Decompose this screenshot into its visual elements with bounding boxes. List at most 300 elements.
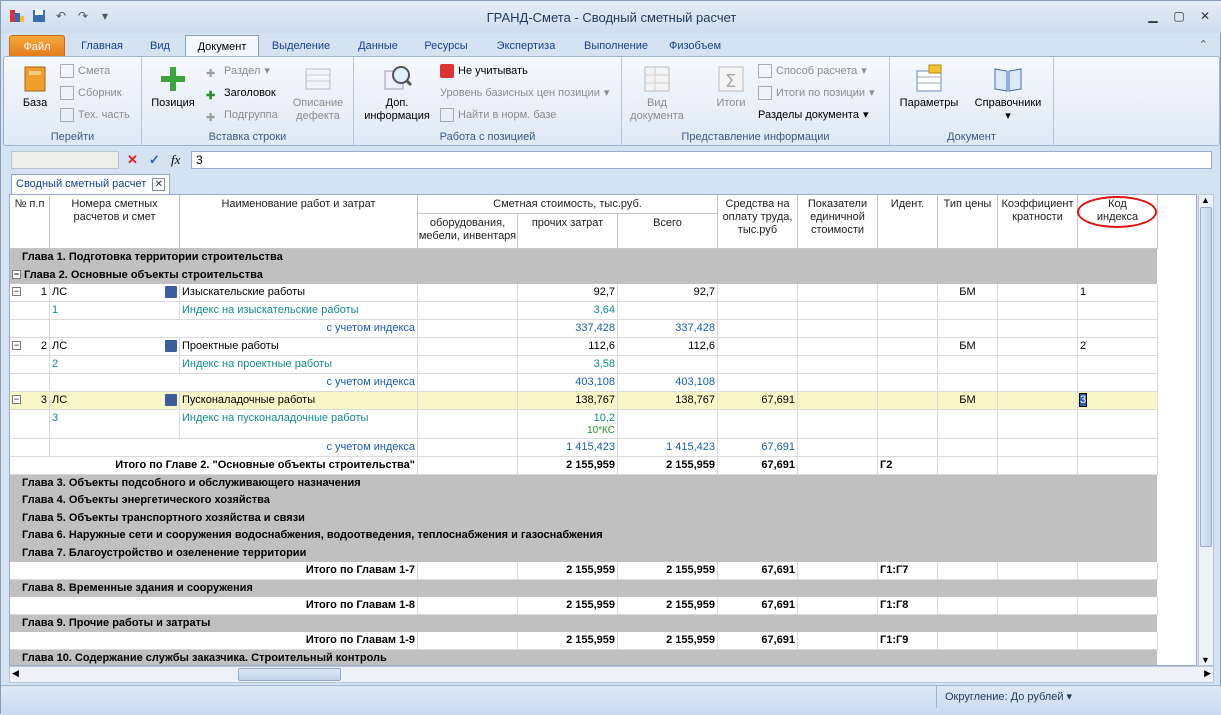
tab-1[interactable]: Главная (81, 40, 123, 52)
cell-ident[interactable]: Г1:Г7 (878, 562, 938, 580)
cell-empty[interactable] (878, 392, 938, 410)
ribbon (3, 56, 1220, 146)
cell-sred[interactable] (718, 338, 798, 356)
scroll-right-icon[interactable]: ▶ (1204, 668, 1211, 678)
vid-dokumenta-button[interactable] (628, 63, 686, 123)
sposob-dropdown-icon: ▾ (861, 65, 867, 77)
cell-empty[interactable] (938, 410, 998, 439)
podgruppa-button[interactable] (206, 105, 278, 125)
cell-empty[interactable] (798, 284, 878, 302)
cell-num[interactable] (10, 284, 50, 302)
cell-num[interactable] (10, 392, 50, 410)
cell-sred[interactable]: 67,691 (718, 632, 798, 650)
table-row[interactable] (10, 410, 1157, 439)
table-row[interactable] (10, 356, 1157, 374)
cell-ident[interactable]: Г1:Г9 (878, 632, 938, 650)
sposob-button[interactable] (758, 61, 867, 81)
cell-empty[interactable] (418, 392, 518, 410)
params-button[interactable] (898, 63, 960, 110)
cell-empty[interactable] (798, 374, 878, 392)
cell-ls[interactable]: 1 (50, 302, 180, 320)
customize-qat-icon[interactable]: ▾ (101, 9, 109, 23)
cell-empty[interactable] (418, 439, 518, 457)
chapter-text: Глава 3. Объекты подсобного и обслуживающего назначения (22, 476, 361, 489)
cell-proch[interactable]: 138,767 (518, 392, 618, 410)
tech-part-label: Тех. часть (78, 109, 130, 121)
cell-ls[interactable]: 3 (50, 410, 180, 439)
cell-sred[interactable]: 67,691 (718, 439, 798, 457)
cell-ident[interactable]: Г1:Г8 (878, 597, 938, 615)
cell-empty[interactable] (938, 320, 998, 338)
sprav-label: Справочники (974, 97, 1042, 109)
save-icon[interactable] (165, 340, 177, 352)
cell-vsego[interactable]: 337,428 (618, 320, 718, 338)
cell-empty[interactable] (878, 410, 938, 439)
cell-num[interactable] (10, 302, 50, 320)
cell-total-name: Итого по Главам 1-7 (10, 562, 418, 580)
razdely-label: Разделы документа (758, 109, 859, 121)
chapter-text: Глава 5. Объекты транспортного хозяйства и связи (22, 511, 305, 524)
maximize-icon[interactable]: ▢ (1173, 9, 1185, 23)
chapter-row[interactable] (10, 510, 1157, 528)
cell-empty[interactable] (878, 356, 938, 374)
magnifier-icon (381, 63, 413, 95)
cell-proch[interactable] (518, 410, 618, 439)
cell-empty[interactable] (938, 356, 998, 374)
rounding-label: Округление: До рублей (945, 691, 1064, 703)
index-value: 3,58 (593, 358, 615, 370)
col-pokaz-header[interactable]: Показатели единичной стоимости (798, 195, 878, 249)
sprav-dropdown-icon: ▾ (1005, 110, 1011, 122)
cell-sred[interactable]: 67,691 (718, 562, 798, 580)
cell-empty[interactable] (418, 632, 518, 650)
dop-info-button[interactable] (358, 63, 436, 123)
col-nomera-header[interactable]: Номера сметных расчетов и смет (50, 195, 180, 249)
cell-empty[interactable] (418, 562, 518, 580)
cell-empty[interactable] (938, 457, 998, 475)
vertical-scroll-thumb[interactable] (1200, 207, 1212, 547)
cell-ls[interactable]: ЛС (50, 284, 180, 302)
cell-proch[interactable]: 112,6 (518, 338, 618, 356)
cell-ls[interactable]: 2 (50, 356, 180, 374)
exclude-icon (440, 64, 454, 78)
itogi-pos-button[interactable] (758, 83, 875, 103)
tab-2[interactable]: Вид (150, 40, 170, 52)
collapse-icon[interactable]: − (13, 340, 20, 350)
chapter-title (10, 527, 1157, 545)
cell-num[interactable] (10, 439, 50, 457)
name-box[interactable] (11, 151, 119, 169)
tab-7[interactable]: Экспертиза (496, 40, 556, 52)
table-row[interactable] (10, 302, 1157, 320)
cell-empty[interactable] (618, 302, 718, 320)
cell-empty[interactable] (798, 356, 878, 374)
svg-text:Σ: Σ (725, 71, 737, 92)
cell-empty[interactable] (938, 632, 998, 650)
save-icon[interactable] (165, 394, 177, 406)
cell-empty[interactable] (798, 410, 878, 439)
cell-empty[interactable] (1078, 562, 1158, 580)
cell-proch[interactable]: 2 155,959 (518, 562, 618, 580)
cell-num[interactable] (10, 374, 50, 392)
document-tab-label: Сводный сметный расчет (16, 178, 147, 190)
kod-value: 3 (1080, 394, 1087, 406)
cell-empty[interactable] (418, 597, 518, 615)
chapter-text: Глава 6. Наружные сети и сооружения водоснабжения, водоотведения, теплоснабжения и газоснабжения (22, 529, 603, 541)
chapter-text: Глава 9. Прочие работы и затраты (22, 616, 211, 629)
function-icon[interactable]: fx (171, 152, 181, 167)
cell-name[interactable]: Проектные работы (180, 338, 418, 356)
razdel-icon: ✚ (206, 68, 216, 80)
table-row[interactable] (10, 597, 1157, 615)
cell-empty[interactable] (878, 302, 938, 320)
smeta-button[interactable] (60, 61, 110, 81)
cell-name[interactable]: Индекс на изыскательские работы (180, 302, 418, 320)
itogi-button[interactable] (706, 63, 756, 110)
cell-name[interactable]: Изыскательские работы (180, 284, 418, 302)
tab-6[interactable]: Ресурсы (424, 40, 468, 52)
scroll-up-icon[interactable]: ▲ (1201, 195, 1210, 205)
dop-info-label: Доп. информация (364, 97, 430, 122)
collapse-icon[interactable]: − (13, 269, 20, 280)
table-row[interactable] (10, 439, 1157, 457)
cell-vsego[interactable]: 138,767 (618, 392, 718, 410)
cell-empty[interactable] (998, 374, 1078, 392)
chapter-title (10, 267, 1157, 285)
chapter-row[interactable] (10, 580, 1157, 598)
cell-empty[interactable] (998, 302, 1078, 320)
pozicia-button[interactable] (148, 63, 198, 110)
cell-empty[interactable] (1078, 457, 1158, 475)
horizontal-scrollbar[interactable] (9, 666, 1214, 683)
cell-num[interactable] (10, 320, 50, 338)
chapter-row[interactable] (10, 475, 1157, 493)
table-row[interactable] (10, 320, 1157, 338)
redo-icon[interactable]: ↷ (77, 9, 89, 23)
cell-ident[interactable]: Г2 (878, 457, 938, 475)
cell-kod[interactable] (1078, 392, 1158, 410)
cell-name[interactable]: Индекс на пусконаладочные работы (180, 410, 418, 439)
uroven-button[interactable] (440, 83, 609, 103)
cell-empty[interactable] (618, 356, 718, 374)
cell-empty[interactable] (998, 562, 1078, 580)
cell-sred[interactable]: 67,691 (718, 597, 798, 615)
cell-empty[interactable] (418, 356, 518, 374)
itogi-pos-icon (758, 86, 772, 100)
cell-num[interactable] (10, 410, 50, 439)
chapter-row[interactable] (10, 545, 1157, 563)
close-icon[interactable]: ✕ (1199, 9, 1211, 23)
cell-total-name: Итого по Главам 1-9 (10, 632, 418, 650)
cell-empty[interactable] (1078, 439, 1158, 457)
chapter-title (10, 580, 1157, 598)
cell-ls[interactable]: ЛС (50, 392, 180, 410)
cell-empty[interactable] (878, 374, 938, 392)
cell-empty[interactable] (1078, 410, 1158, 439)
col-koef-header[interactable]: Коэффициент кратности (998, 195, 1078, 249)
table-row[interactable] (10, 374, 1157, 392)
cell-vsego[interactable]: 2 155,959 (618, 597, 718, 615)
undo-icon[interactable]: ↶ (55, 9, 67, 23)
col-vsego-header[interactable]: Всего (618, 214, 718, 249)
cell-empty[interactable] (1078, 356, 1158, 374)
tab-9[interactable]: Физобъем (668, 40, 722, 52)
razdel-label: Раздел (224, 65, 261, 77)
rounding-selector[interactable] (936, 686, 1072, 708)
cell-total-name: Итого по Главе 2. "Основные объекты строительства" (10, 457, 418, 475)
tab-4[interactable]: Выделение (271, 40, 331, 52)
cell-vsego[interactable]: 2 155,959 (618, 562, 718, 580)
horizontal-scroll-thumb[interactable] (238, 668, 341, 681)
cell-num[interactable] (10, 356, 50, 374)
estimate-grid (9, 194, 1197, 666)
chapter-text: Глава 10. Содержание службы заказчика. Строительный контроль (22, 651, 387, 664)
cell-num[interactable] (10, 338, 50, 356)
sum-icon (715, 63, 747, 95)
cell-vsego[interactable]: 403,108 (618, 374, 718, 392)
group-insert-label: Вставка строки (208, 131, 287, 143)
col-stoim-header[interactable]: Сметная стоимость, тыс.руб. (418, 195, 718, 214)
cell-proch[interactable]: 403,108 (518, 374, 618, 392)
cell-vsego[interactable]: 2 155,959 (618, 632, 718, 650)
tab-5[interactable]: Данные (358, 40, 398, 52)
sbornik-button[interactable] (60, 83, 122, 103)
cell-vsego[interactable]: 92,7 (618, 284, 718, 302)
cell-empty[interactable] (418, 374, 518, 392)
cell-empty[interactable] (998, 392, 1078, 410)
table-row[interactable] (10, 457, 1157, 475)
cell-empty[interactable] (618, 410, 718, 439)
col-ident-header[interactable]: Идент. (878, 195, 938, 249)
chapter-text: Глава 2. Основные объекты строительства (24, 268, 263, 281)
chapter-row[interactable] (10, 249, 1157, 267)
cell-empty[interactable] (998, 597, 1078, 615)
collapse-icon[interactable]: − (13, 394, 20, 404)
chapter-row[interactable] (10, 615, 1157, 633)
add-position-icon (157, 63, 189, 95)
group-view (622, 57, 890, 145)
cell-empty[interactable] (998, 410, 1078, 439)
collapse-ribbon-icon[interactable]: ⌃ (1198, 39, 1208, 51)
cell-empty[interactable] (798, 302, 878, 320)
zagolovok-label: Заголовок (224, 87, 276, 99)
cancel-edit-icon[interactable]: ✕ (127, 152, 138, 167)
chapter-row[interactable] (10, 267, 1157, 285)
cell-proch[interactable]: 92,7 (518, 284, 618, 302)
uroven-dropdown-icon: ▾ (603, 87, 610, 99)
cell-proch[interactable]: 1 415,423 (518, 439, 618, 457)
cell-proch[interactable] (518, 356, 618, 374)
col-sredstva-header[interactable]: Средства на оплату труда, тыс.руб (718, 195, 798, 249)
cell-ls[interactable]: ЛС (50, 338, 180, 356)
sposob-label: Способ расчета (776, 65, 858, 77)
vid-dokumenta-label: Вид документа (630, 97, 684, 122)
cell-empty[interactable] (798, 320, 878, 338)
razdel-button[interactable] (206, 61, 270, 81)
cell-sred[interactable] (718, 284, 798, 302)
cell-proch[interactable]: 2 155,959 (518, 632, 618, 650)
cell-empty[interactable] (998, 320, 1078, 338)
cell-vsego[interactable]: 2 155,959 (618, 457, 718, 475)
cell-empty[interactable] (418, 457, 518, 475)
cell-empty[interactable] (418, 302, 518, 320)
baza-button[interactable] (12, 63, 58, 110)
row-number: 1 (40, 286, 47, 298)
cell-kod[interactable] (1078, 284, 1158, 302)
cell-empty[interactable] (938, 597, 998, 615)
sprav-button[interactable] (970, 63, 1046, 123)
formula-input[interactable]: 3 (191, 151, 1212, 169)
database-icon (19, 63, 51, 95)
cell-empty[interactable] (718, 356, 798, 374)
collapse-icon[interactable]: − (13, 286, 20, 296)
cell-empty[interactable] (1078, 302, 1158, 320)
group-go-label: Перейти (50, 131, 95, 143)
cell-empty[interactable] (998, 284, 1078, 302)
tab-0[interactable]: Файл (9, 35, 65, 57)
status-bar (1, 685, 1221, 715)
cell-empty[interactable] (878, 338, 938, 356)
cell-empty[interactable] (1078, 320, 1158, 338)
formula-bar (9, 149, 1214, 171)
naiti-button[interactable] (440, 105, 556, 125)
group-position-label: Работа с позицией (439, 131, 536, 143)
col-kod-header[interactable]: Код индекса (1078, 195, 1158, 249)
col-proch-header[interactable]: прочих затрат (518, 214, 618, 249)
itogi-pos-dropdown-icon: ▾ (869, 87, 875, 99)
col-num-header[interactable]: № п.п (10, 195, 50, 249)
cell-proch[interactable]: 2 155,959 (518, 597, 618, 615)
scroll-left-icon[interactable]: ◀ (12, 668, 19, 678)
cell-empty[interactable] (798, 632, 878, 650)
parameters-icon (913, 63, 945, 95)
cell-empty[interactable] (798, 338, 878, 356)
col-obor-header[interactable]: оборудования, мебели, инвентаря (418, 214, 518, 249)
chapter-row[interactable] (10, 650, 1157, 667)
confirm-edit-icon[interactable]: ✓ (149, 152, 160, 167)
cell-vsego[interactable]: 112,6 (618, 338, 718, 356)
cell-empty[interactable] (998, 457, 1078, 475)
itogi-pos-label: Итоги по позиции (776, 87, 866, 99)
index-value: 10,2 (593, 412, 615, 424)
table-row[interactable] (10, 562, 1157, 580)
smeta-label: Смета (78, 65, 111, 77)
cell-total-name: Итого по Главам 1-8 (10, 597, 418, 615)
cell-name[interactable]: Пусконаладочные работы (180, 392, 418, 410)
cell-empty[interactable] (798, 392, 878, 410)
cell-sred[interactable]: 67,691 (718, 392, 798, 410)
razdely-button[interactable] (758, 105, 869, 125)
smeta-icon (60, 64, 74, 78)
cell-empty[interactable] (998, 632, 1078, 650)
sbornik-label: Сборник (78, 87, 122, 99)
cell-empty[interactable] (878, 320, 938, 338)
cell-empty[interactable] (798, 457, 878, 475)
cell-sred[interactable] (718, 374, 798, 392)
col-naim-header[interactable]: Наименование работ и затрат (180, 195, 418, 249)
cell-empty[interactable] (878, 439, 938, 457)
itogi-label: Итоги (716, 97, 746, 109)
cell-empty[interactable] (798, 597, 878, 615)
cell-vsego[interactable]: 1 415,423 (618, 439, 718, 457)
cell-sred[interactable] (718, 320, 798, 338)
chapter-title (10, 475, 1157, 493)
cell-empty[interactable] (718, 302, 798, 320)
table-row[interactable] (10, 392, 1157, 410)
tab-3[interactable]: Документ (185, 35, 259, 57)
cell-tip[interactable]: БМ (938, 338, 998, 356)
cell-empty[interactable] (1078, 597, 1158, 615)
col-tip-header[interactable]: Тип цены (938, 195, 998, 249)
cell-empty[interactable] (418, 284, 518, 302)
cell-empty[interactable] (1078, 632, 1158, 650)
cell-kod[interactable] (1078, 338, 1158, 356)
minimize-icon[interactable]: ▁ (1148, 9, 1158, 23)
cell-empty[interactable] (938, 562, 998, 580)
cell-name[interactable]: Индекс на проектные работы (180, 356, 418, 374)
cell-empty[interactable] (798, 562, 878, 580)
chapter-text: Глава 4. Объекты энергетического хозяйства (22, 494, 270, 506)
save-icon[interactable] (165, 286, 177, 298)
table-row[interactable] (10, 284, 1157, 302)
baza-label: База (22, 97, 48, 109)
chapter-row[interactable] (10, 492, 1157, 510)
cell-proch[interactable] (518, 302, 618, 320)
table-row[interactable] (10, 632, 1157, 650)
group-position (354, 57, 622, 145)
highlight-circle (1077, 196, 1157, 228)
document-view-icon (641, 63, 673, 95)
tech-part-button[interactable] (60, 105, 130, 125)
defect-button[interactable] (288, 63, 348, 123)
cell-proch[interactable]: 337,428 (518, 320, 618, 338)
zagolovok-button[interactable] (206, 83, 276, 103)
cell-tip[interactable]: БМ (938, 284, 998, 302)
cell-empty[interactable] (878, 284, 938, 302)
scroll-down-icon[interactable]: ▼ (1201, 655, 1210, 665)
cell-empty[interactable] (1078, 374, 1158, 392)
window-title: ГРАНД-Смета - Сводный сметный расчет (486, 10, 737, 25)
ne-uchityvat-button[interactable] (440, 61, 528, 81)
cell-empty[interactable] (938, 302, 998, 320)
chapter-row[interactable] (10, 527, 1157, 545)
cell-empty[interactable] (418, 338, 518, 356)
podgruppa-label: Подгруппа (224, 109, 278, 121)
close-tab-icon[interactable]: ✕ (152, 178, 165, 191)
chapter-title (10, 615, 1157, 633)
cell-empty[interactable] (418, 320, 518, 338)
cell-empty[interactable] (938, 374, 998, 392)
cell-with-index: с учетом индекса (50, 320, 418, 338)
cell-empty[interactable] (718, 410, 798, 439)
cell-tip[interactable]: БМ (938, 392, 998, 410)
cell-empty[interactable] (998, 439, 1078, 457)
cell-empty[interactable] (798, 439, 878, 457)
document-tab[interactable] (11, 174, 170, 194)
cell-empty[interactable] (998, 338, 1078, 356)
cell-empty[interactable] (418, 410, 518, 439)
defect-icon (302, 63, 334, 95)
table-row[interactable] (10, 338, 1157, 356)
vertical-scrollbar[interactable] (1198, 194, 1214, 666)
cell-sred[interactable]: 67,691 (718, 457, 798, 475)
cell-empty[interactable] (998, 356, 1078, 374)
grid-header (10, 195, 1197, 249)
uroven-label: Уровень базисных цен позиции (440, 87, 600, 99)
cell-empty[interactable] (938, 439, 998, 457)
cell-proch[interactable]: 2 155,959 (518, 457, 618, 475)
tab-8[interactable]: Выполнение (583, 40, 649, 52)
